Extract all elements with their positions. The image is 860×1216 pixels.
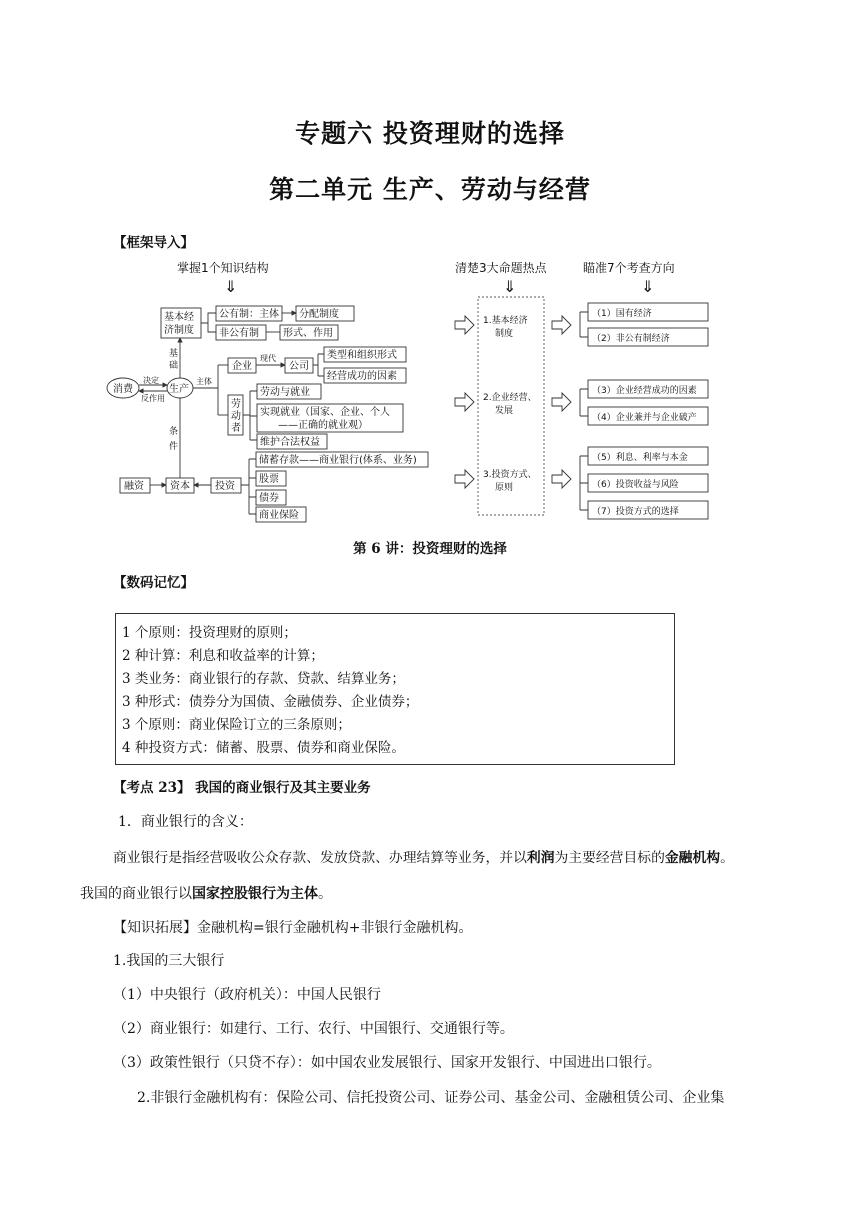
hollow-arrow-icon (455, 470, 474, 488)
down-arrow-icon: ⇓ (224, 277, 238, 296)
svg-text:劳: 劳 (231, 399, 241, 410)
svg-text:（5）利息、利率与本金: （5）利息、利率与本金 (592, 453, 688, 463)
svg-text:债券: 债券 (259, 493, 279, 504)
hollow-arrow-icon (552, 470, 571, 488)
svg-text:非公有制: 非公有制 (219, 328, 259, 339)
para-commercial-banks: （2）商业银行：如建行、工行、农行、中国银行、交通银行等。 (113, 1021, 514, 1037)
svg-text:企业: 企业 (232, 361, 252, 372)
diagram-caption: 第 6 讲：投资理财的选择 (353, 541, 507, 557)
keyword-state-banks: 国家控股银行为主体 (192, 886, 318, 902)
svg-text:公司: 公司 (289, 361, 309, 372)
svg-text:（4）企业兼并与企业破产: （4）企业兼并与企业破产 (592, 413, 697, 423)
svg-text:生产: 生产 (169, 384, 189, 395)
svg-text:投资: 投资 (215, 481, 235, 492)
right-header: 瞄准7个考查方向 (583, 261, 675, 275)
framework-label: 【框架导入】 (113, 235, 194, 251)
doc-title: 专题六 投资理财的选择 (295, 119, 565, 148)
kaodian-heading: 【考点 23】 我国的商业银行及其主要业务 (113, 780, 371, 796)
svg-text:类型和组织形式: 类型和组织形式 (327, 350, 397, 361)
svg-text:实现就业（国家、企业、个人: 实现就业（国家、企业、个人 (260, 407, 390, 418)
svg-text:主体: 主体 (196, 377, 212, 386)
para-non-bank: 2.非银行金融机构有：保险公司、信托投资公司、证券公司、基金公司、金融租赁公司、企业集 (137, 1090, 725, 1106)
svg-text:动: 动 (231, 411, 241, 422)
memory-line: 4 种投资方式：储蓄、股票、债券和商业保险。 (122, 740, 405, 756)
svg-text:劳动与就业: 劳动与就业 (260, 387, 310, 398)
mid-header: 清楚3大命题热点 (455, 261, 547, 275)
svg-text:制度: 制度 (495, 329, 514, 339)
hollow-arrow-icon (552, 393, 571, 411)
svg-text:条: 条 (169, 427, 179, 437)
svg-text:（6）投资收益与风险: （6）投资收益与风险 (592, 480, 679, 490)
memory-box (115, 613, 675, 765)
svg-text:件: 件 (169, 442, 179, 452)
down-arrow-icon: ⇓ (641, 277, 655, 296)
doc-subtitle: 第二单元 生产、劳动与经营 (269, 175, 591, 204)
svg-text:（7）投资方式的选择: （7）投资方式的选择 (592, 507, 679, 517)
svg-text:础: 础 (169, 361, 179, 371)
framework-diagram (0, 250, 860, 530)
memory-line: 3 类业务：商业银行的存款、贷款、结算业务； (122, 671, 405, 687)
svg-text:经营成功的因素: 经营成功的因素 (327, 371, 397, 382)
svg-text:（2）非公有制经济: （2）非公有制经济 (592, 334, 670, 344)
hotspot-3: 3.投资方式、 (483, 470, 537, 480)
svg-text:——正确的就业观）: ——正确的就业观） (278, 420, 368, 431)
keyword-profit: 利润 (526, 850, 555, 866)
svg-text:基: 基 (169, 349, 179, 359)
memory-line: 3 个原则：商业保险订立的三条原则； (122, 717, 351, 733)
svg-text:融资: 融资 (124, 481, 144, 492)
svg-text:（3）企业经营成功的因素: （3）企业经营成功的因素 (592, 386, 697, 396)
svg-text:发展: 发展 (495, 406, 514, 416)
hotspot-2: 2.企业经营、 (483, 393, 537, 403)
para-definition: 商业银行是指经营吸收公众存款、发放贷款、办理结算等业务，并以利润为主要经营目标的金融机构。 (113, 850, 734, 866)
para-central-bank: （1）中央银行（政府机关）：中国人民银行 (113, 987, 381, 1003)
memory-line: 1 个原则：投资理财的原则； (122, 625, 297, 641)
svg-text:股票: 股票 (259, 474, 279, 485)
svg-text:消费: 消费 (113, 384, 133, 395)
para-extension: 【知识拓展】金融机构=银行金融机构+非银行金融机构。 (113, 920, 473, 936)
keyword-financial-institution: 金融机构 (664, 850, 721, 866)
memory-line: 2 种计算：利息和收益率的计算； (122, 648, 324, 664)
memory-line: 3 种形式：债券分为国债、金融债券、企业债券； (122, 694, 419, 710)
svg-text:形式、作用: 形式、作用 (283, 328, 333, 339)
svg-text:基本经: 基本经 (164, 312, 194, 323)
para-three-banks: 1.我国的三大银行 (113, 953, 225, 969)
hollow-arrow-icon (455, 316, 474, 334)
hollow-arrow-icon (455, 393, 474, 411)
hotspot-1: 1.基本经济 (483, 316, 528, 326)
svg-text:维护合法权益: 维护合法权益 (260, 437, 320, 448)
svg-text:商业保险: 商业保险 (259, 510, 299, 521)
para-definition-label: 1．商业银行的含义： (118, 814, 253, 830)
svg-text:现代: 现代 (260, 354, 276, 363)
svg-text:决定: 决定 (143, 376, 159, 385)
memory-label: 【数码记忆】 (113, 575, 194, 591)
svg-text:资本: 资本 (170, 481, 190, 492)
svg-text:分配制度: 分配制度 (299, 309, 339, 320)
hollow-arrow-icon (552, 316, 571, 334)
svg-text:储蓄存款——商业银行(体系、业务): 储蓄存款——商业银行(体系、业务) (259, 455, 417, 466)
svg-text:反作用: 反作用 (141, 394, 165, 403)
svg-text:济制度: 济制度 (164, 325, 194, 336)
svg-text:公有制：主体: 公有制：主体 (219, 309, 279, 320)
down-arrow-icon: ⇓ (503, 277, 517, 296)
para-policy-banks: （3）政策性银行（只贷不存）：如中国农业发展银行、国家开发银行、中国进出口银行。 (113, 1055, 661, 1071)
svg-text:者: 者 (231, 423, 241, 434)
svg-text:原则: 原则 (495, 483, 514, 493)
left-header: 掌握1个知识结构 (177, 261, 269, 275)
para-main-body: 我国的商业银行以国家控股银行为主体。 (80, 886, 332, 902)
svg-text:（1）国有经济: （1）国有经济 (592, 309, 652, 319)
